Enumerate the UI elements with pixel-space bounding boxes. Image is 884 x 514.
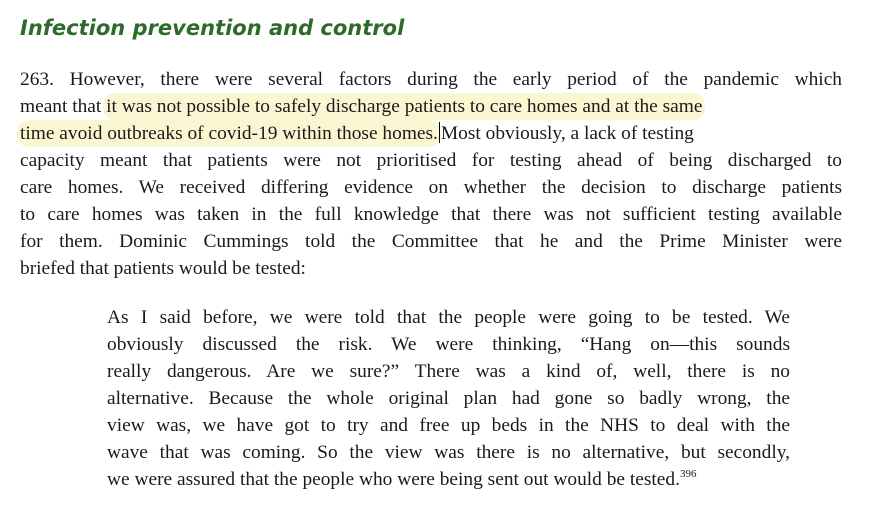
paragraph-line: for them. Dominic Cummings told the Committee that he and the Prime Minister were	[20, 231, 842, 252]
footnote-reference[interactable]: 396	[679, 468, 697, 480]
highlighted-text[interactable]: it was not possible to safely discharge patients to care homes and at the same	[106, 96, 703, 117]
paragraph-line	[20, 120, 842, 147]
paragraph-text: meant that	[20, 96, 102, 117]
highlighted-text[interactable]: time avoid outbreaks of covid-19 within those homes.	[20, 123, 438, 144]
quote-line: really dangerous. Are we sure?” There was a kind of, well, there is no	[107, 361, 790, 382]
paragraph-line: capacity meant that patients were not prioritised for testing ahead of being discharged to	[20, 150, 842, 171]
quote-text: we were assured that the people who were being sent out would be tested.	[107, 469, 680, 490]
paragraph-263	[20, 66, 842, 282]
paragraph-line	[20, 93, 842, 120]
paragraph-line: 263. However, there were several factors during the early period of the pandemic which	[20, 69, 842, 90]
paragraph-line: care homes. We received differing evidence on whether the decision to discharge patients	[20, 177, 842, 198]
block-quote	[107, 304, 790, 493]
quote-line	[107, 466, 790, 493]
paragraph-text: Most obviously, a lack of testing	[440, 123, 694, 144]
quote-line: wave that was coming. So the view was there is no alternative, but secondly,	[107, 442, 790, 463]
paragraph-line: to care homes was taken in the full knowledge that there was not sufficient testing available	[20, 204, 842, 225]
quote-line: obviously discussed the risk. We were thinking, “Hang on—this sounds	[107, 334, 790, 355]
paragraph-line: briefed that patients would be tested:	[20, 258, 306, 279]
quote-line: alternative. Because the whole original plan had gone so badly wrong, the	[107, 388, 790, 409]
text-cursor	[439, 122, 440, 143]
section-heading: Infection prevention and control	[20, 16, 405, 40]
quote-line: As I said before, we were told that the people were going to be tested. We	[107, 307, 790, 328]
quote-line: view was, we have got to try and free up beds in the NHS to deal with the	[107, 415, 790, 436]
